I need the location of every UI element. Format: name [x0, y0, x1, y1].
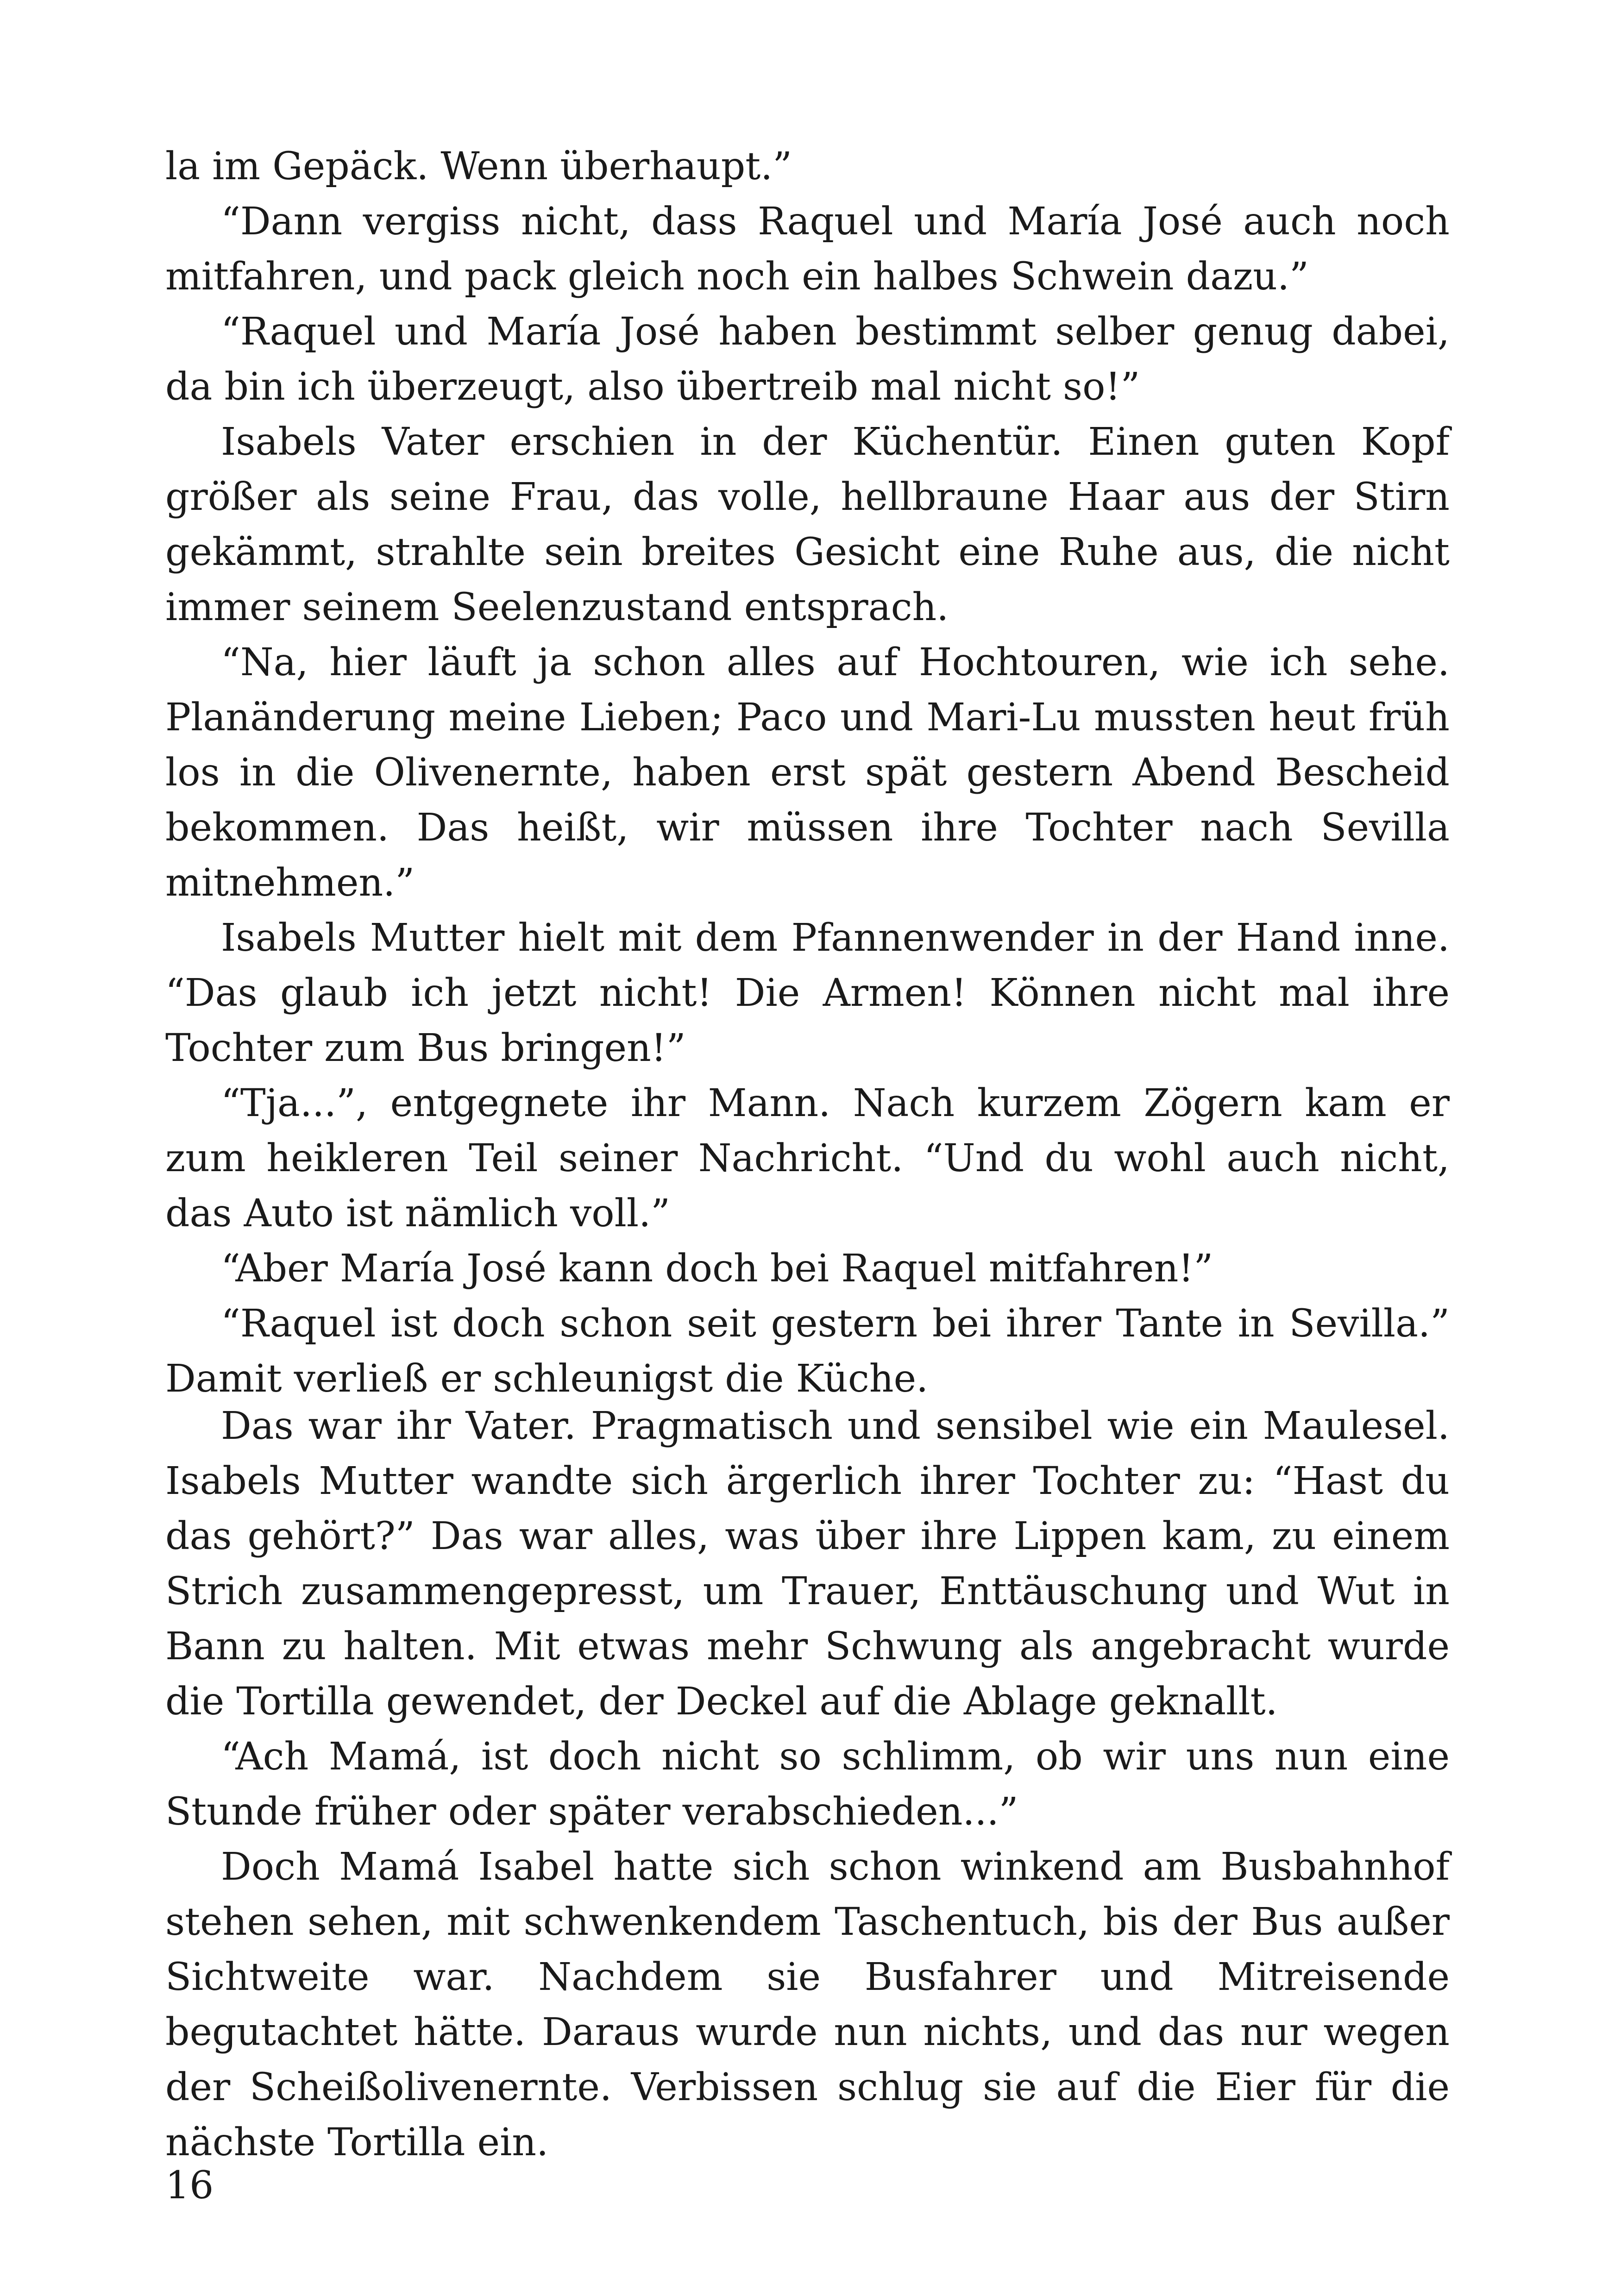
paragraph: “Na, hier läuft ja schon alles auf Hochtouren, wie ich sehe. Planänderung meine Lieben; Paco und Mari-Lu mussten heut früh los in die Olivenernte, haben erst spät gestern Abend Bescheid bekommen. Das heißt, wir müssen ihre Tochter nach Sevilla mitnehmen.”: [165, 640, 1450, 905]
paragraph: “Aber María José kann doch bei Raquel mitfahren!”: [221, 1247, 1213, 1291]
paragraph: la im Gepäck. Wenn überhaupt.”: [165, 144, 792, 188]
paragraph: “Raquel ist doch schon seit gestern bei ihrer Tante in Sevilla.” Damit verließ er schleunigst die Küche.: [165, 1302, 1450, 1401]
paragraph: Doch Mamá Isabel hatte sich schon winkend am Busbahnhof stehen sehen, mit schwenkendem Taschentuch, bis der Bus außer Sichtweite war. Nachdem sie Busfahrer und Mitreisende begutachtet hätte. Daraus wurde nun nichts, und das nur wegen der Scheißolivenernte. Verbissen schlug sie auf die Eier für die nächste Tortilla ein.: [165, 1845, 1450, 2164]
text-section-1: [165, 139, 1450, 1406]
paragraph: “Tja...”, entgegnete ihr Mann. Nach kurzem Zögern kam er zum heikleren Teil seiner Nachricht. “Und du wohl auch nicht, das Auto ist nämlich voll.”: [165, 1081, 1450, 1236]
paragraph: Das war ihr Vater. Pragmatisch und sensibel wie ein Maulesel. Isabels Mutter wandte sich ärgerlich ihrer Tochter zu: “Hast du das gehört?” Das war alles, was über ihre Lippen kam, zu einem Strich zusammengepresst, um Trauer, Enttäuschung und Wut in Bann zu halten. Mit etwas mehr Schwung als angebracht wurde die Tortilla gewendet, der Deckel auf die Ablage geknallt.: [165, 1404, 1450, 1724]
paragraph: Isabels Mutter hielt mit dem Pfannenwender in der Hand inne. “Das glaub ich jetzt nicht! Die Armen! Können nicht mal ihre Tochter zum Bus bringen!”: [165, 916, 1450, 1070]
page-number: 16: [165, 2164, 214, 2208]
paragraph: “Ach Mamá, ist doch nicht so schlimm, ob wir uns nun eine Stunde früher oder später verabschieden...”: [165, 1735, 1450, 1834]
paragraph: Isabels Vater erschien in der Küchentür. Einen guten Kopf größer als seine Frau, das volle, hellbraune Haar aus der Stirn gekämmt, strahlte sein breites Gesicht eine Ruhe aus, die nicht immer seinem Seelenzustand entsprach.: [165, 420, 1450, 629]
text-section-2: [165, 1399, 1450, 2170]
paragraph: “Dann vergiss nicht, dass Raquel und María José auch noch mitfahren, und pack gleich noch ein halbes Schwein dazu.”: [165, 200, 1450, 299]
paragraph: “Raquel und María José haben bestimmt selber genug dabei, da bin ich überzeugt, also übertreib mal nicht so!”: [165, 310, 1450, 409]
